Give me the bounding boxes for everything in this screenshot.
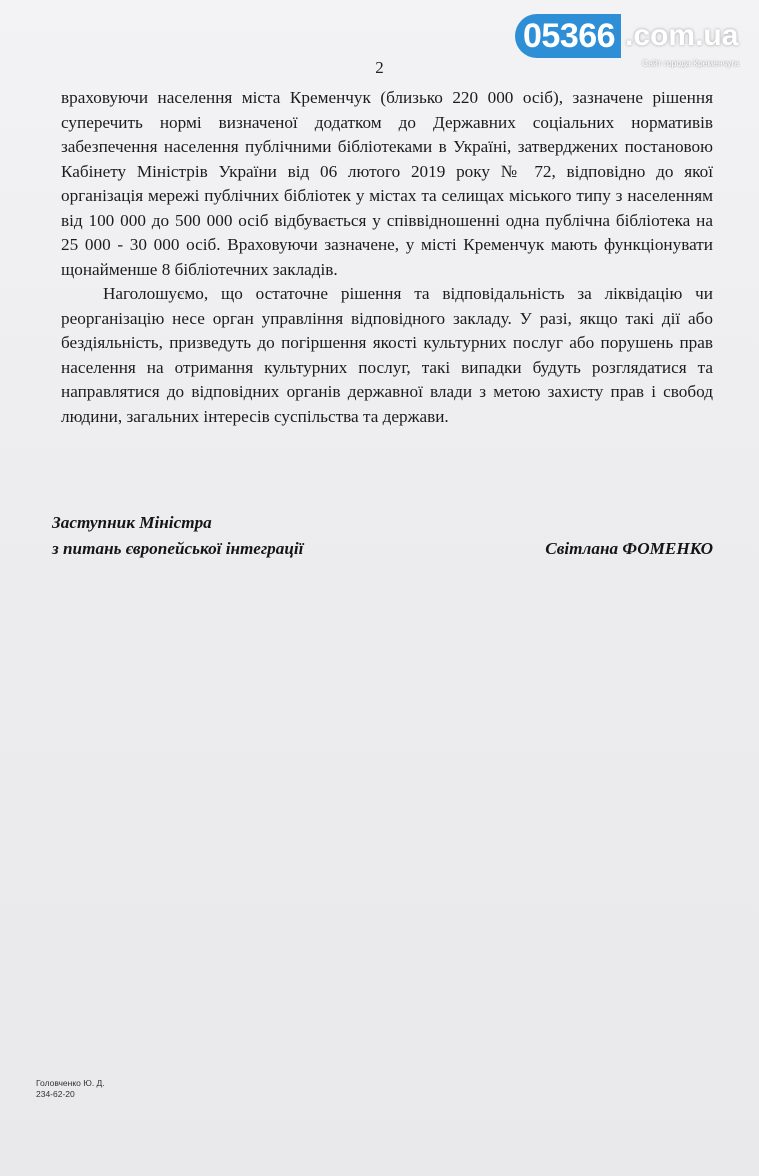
site-logo bbox=[515, 14, 738, 58]
signatory-name: Світлана ФОМЕНКО bbox=[545, 539, 713, 558]
executor-name: Головченко Ю. Д. bbox=[36, 1078, 105, 1088]
paragraph-1: враховуючи населення міста Кременчук (близько 220 000 осіб), зазначене рішення суперечить нормі визначеної додатком до Державних соціальних нормативів забезпечення населення публічними бібліотеками в Україні, затверджених постановою Кабінету Міністрів України від 06 лютого 2019 року № 72, відповідно до якої організація мережі публічних бібліотек у містах та селищах міського типу з населенням від 100 000 до 500 000 осіб відбувається у співвідношенні одна публічна бібліотека на 25 000 - 30 000 осіб. Враховуючи зазначене, у місті Кременчук мають функціонувати щонайменше 8 бібліотечних закладів. bbox=[61, 88, 713, 279]
signature-block bbox=[52, 510, 717, 562]
paragraph-2: Наголошуємо, що остаточне рішення та відповідальність за ліквідацію чи реорганізацію несе орган управління відповідного закладу. У разі, якщо такі дії або бездіяльність, призведуть до погіршення якості культурних послуг або порушень прав населення на отримання культурних послуг, такі випадки будуть розглядатися та направлятися до відповідних органів державної влади з метою захисту прав і свобод людини, загальних інтересів суспільства та держави. bbox=[61, 284, 713, 426]
site-logo-code: 05366 bbox=[515, 14, 621, 58]
signatory-position-line-1: Заступник Міністра bbox=[52, 513, 212, 532]
signatory-position-line-2: з питань європейської інтеграції bbox=[52, 539, 304, 558]
site-logo-domain: .com.ua bbox=[625, 19, 739, 52]
site-tagline: Сайт города Кременчуга bbox=[642, 58, 739, 68]
executor-phone: 234-62-20 bbox=[36, 1089, 75, 1099]
executor-footer bbox=[36, 1078, 105, 1100]
letter-body bbox=[61, 86, 713, 429]
page-number: 2 bbox=[375, 58, 384, 77]
